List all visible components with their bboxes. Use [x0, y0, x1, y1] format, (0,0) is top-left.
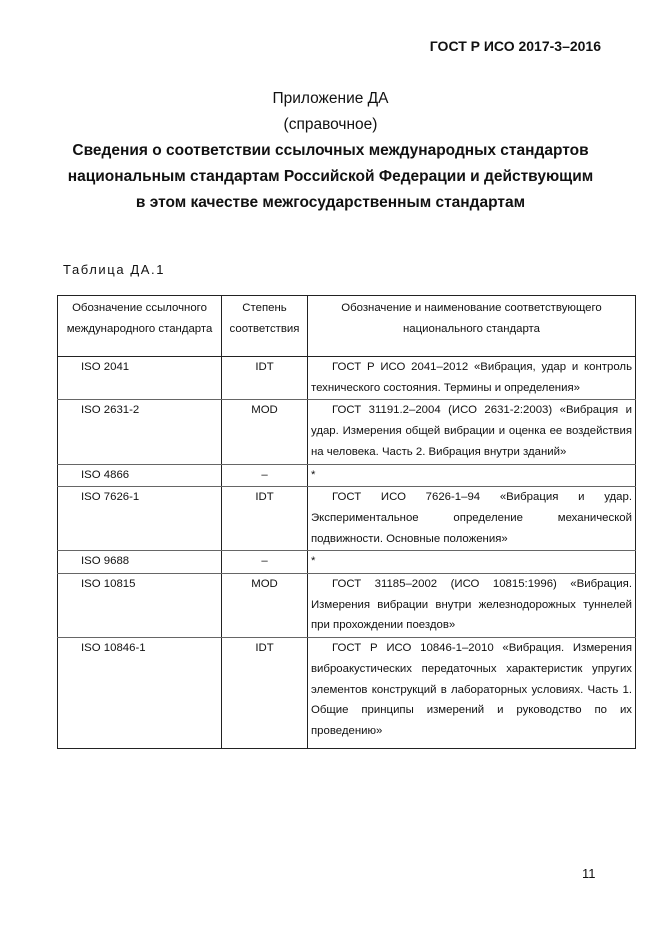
- national-standard-cell: [308, 357, 636, 400]
- header-national-standard: Обозначение и наименование соответствующего национального стандарта: [308, 296, 636, 357]
- header-international-standard: Обозначение ссылочного международного стандарта: [58, 296, 222, 357]
- iso-cell: ISO 2041: [58, 357, 222, 400]
- appendix-heading-line-3: в этом качестве межгосударственным стандартам: [135, 194, 526, 211]
- table-row: [58, 638, 636, 749]
- degree-cell: IDT: [222, 357, 308, 400]
- national-standard-text: ГОСТ 31191.2–2004 (ИСО 2631-2:2003) «Вибрация и удар. Измерения общей вибрации и оценка ее воздействия на человека. Часть 2. Вибрация внутри зданий»: [311, 404, 632, 458]
- appendix-title-block: [0, 86, 661, 216]
- table-row: [58, 464, 636, 487]
- degree-cell: IDT: [222, 638, 308, 749]
- national-standard-cell: *: [308, 464, 636, 487]
- national-standard-cell: [308, 638, 636, 749]
- table-row: [58, 574, 636, 638]
- standards-table: [57, 295, 636, 749]
- degree-cell: IDT: [222, 487, 308, 551]
- table-row: [58, 357, 636, 400]
- iso-cell: ISO 4866: [58, 464, 222, 487]
- header-degree-of-conformity: Степень соответствия: [222, 296, 308, 357]
- iso-cell: ISO 9688: [58, 551, 222, 574]
- table-row: [58, 400, 636, 464]
- iso-cell: ISO 7626-1: [58, 487, 222, 551]
- degree-cell: MOD: [222, 574, 308, 638]
- national-standard-cell: [308, 574, 636, 638]
- national-standard-cell: *: [308, 551, 636, 574]
- table-row: [58, 487, 636, 551]
- iso-cell: ISO 10846-1: [58, 638, 222, 749]
- page-number: 11: [582, 866, 596, 881]
- table-row: [58, 551, 636, 574]
- degree-cell: MOD: [222, 400, 308, 464]
- iso-cell: ISO 10815: [58, 574, 222, 638]
- national-standard-cell: [308, 487, 636, 551]
- table-header-row: [58, 296, 636, 357]
- table-caption: Таблица ДА.1: [63, 262, 166, 277]
- appendix-subtitle: (справочное): [283, 116, 378, 133]
- national-standard-text: ГОСТ ИСО 7626-1–94 «Вибрация и удар. Экспериментальное определение механической подвижности. Основные положения»: [311, 491, 632, 545]
- degree-cell: –: [222, 551, 308, 574]
- national-standard-text: ГОСТ 31185–2002 (ИСО 10815:1996) «Вибрация. Измерения вибрации внутри железнодорожных туннелей при прохождении поездов»: [311, 578, 632, 632]
- appendix-heading-line-1: Сведения о соответствии ссылочных международных стандартов: [72, 142, 589, 159]
- national-standard-text: ГОСТ Р ИСО 2041–2012 «Вибрация, удар и контроль технического состояния. Термины и определения»: [311, 361, 632, 394]
- national-standard-cell: [308, 400, 636, 464]
- iso-cell: ISO 2631-2: [58, 400, 222, 464]
- document-code: ГОСТ Р ИСО 2017-3–2016: [429, 38, 601, 54]
- appendix-title: Приложение ДА: [272, 90, 389, 107]
- national-standard-text: ГОСТ Р ИСО 10846-1–2010 «Вибрация. Измерения виброакустических передаточных характеристик упругих элементов конструкций в лабораторных условиях. Часть 1. Общие принципы измерений и руководство по их проведению»: [311, 642, 632, 737]
- degree-cell: –: [222, 464, 308, 487]
- appendix-heading-line-2: национальным стандартам Российской Федерации и действующим: [67, 168, 594, 185]
